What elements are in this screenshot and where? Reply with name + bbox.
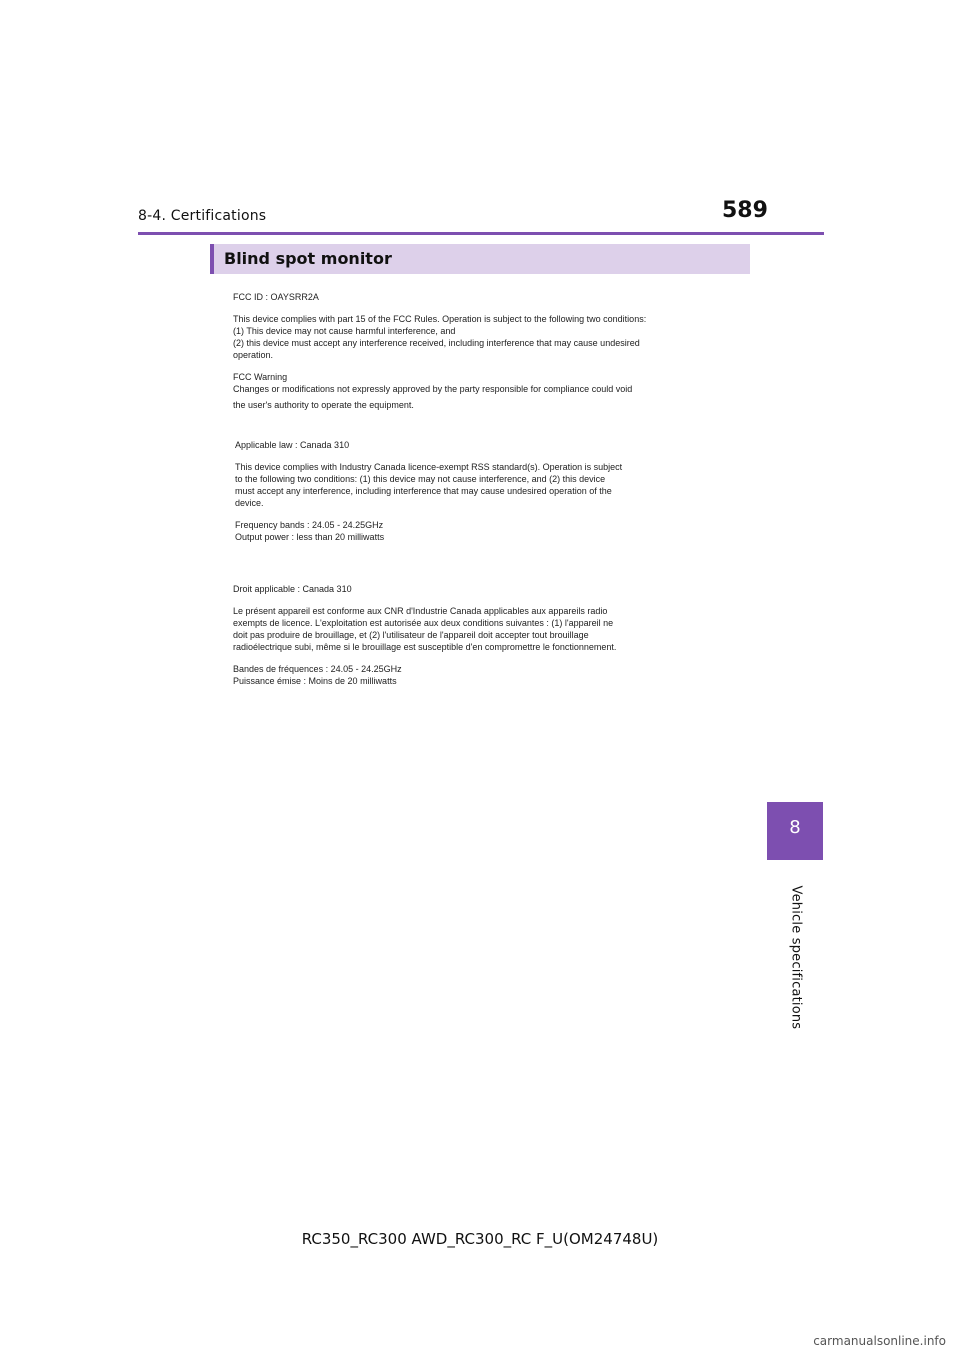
canada-en-power: Output power : less than 20 milliwatts — [235, 532, 385, 542]
chapter-title-vertical: Vehicle specifications — [788, 885, 804, 1030]
title-accent-bar — [210, 244, 214, 274]
page-number: 589 — [722, 198, 768, 223]
canada-fr-certification-block — [233, 583, 616, 687]
fcc-warning-line: the user's authority to operate the equipment. — [233, 400, 414, 410]
chapter-number: 8 — [789, 817, 801, 838]
footer-model-code: RC350_RC300 AWD_RC300_RC F_U(OM24748U) — [301, 1230, 659, 1248]
canada-en-compliance-line: device. — [235, 498, 264, 508]
canada-en-compliance-line: must accept any interference, including interference that may cause undesired operation of the — [235, 486, 612, 496]
canada-en-compliance-line: This device complies with Industry Canada licence-exempt RSS standard(s). Operation is subject — [235, 462, 623, 472]
fcc-warning-line: Changes or modifications not expressly approved by the party responsible for compliance could void — [233, 384, 633, 394]
canada-en-law: Applicable law : Canada 310 — [235, 440, 350, 450]
watermark: carmanualsonline.info — [813, 1334, 946, 1348]
fcc-warning-title: FCC Warning — [233, 372, 288, 382]
canada-fr-compliance-line: Le présent appareil est conforme aux CNR d'Industrie Canada applicables aux appareils radio — [233, 606, 608, 616]
fcc-certification-block — [233, 291, 646, 411]
canada-fr-compliance-line: doit pas produire de brouillage, et (2) l'utilisateur de l'appareil doit accepter tout brouillage — [233, 630, 589, 640]
canada-en-certification-block — [235, 439, 622, 543]
canada-fr-power: Puissance émise : Moins de 20 milliwatts — [233, 676, 397, 686]
chapter-tab — [767, 802, 823, 860]
canada-fr-compliance-line: exempts de licence. L'exploitation est autorisée aux deux conditions suivantes : (1) l'appareil ne — [233, 618, 614, 628]
canada-fr-law: Droit applicable : Canada 310 — [233, 584, 352, 594]
fcc-compliance-line: operation. — [233, 350, 274, 360]
section-title: Blind spot monitor — [224, 249, 392, 268]
canada-en-frequency: Frequency bands : 24.05 - 24.25GHz — [235, 520, 384, 530]
section-title-bar — [210, 244, 750, 274]
fcc-compliance-line: (1) This device may not cause harmful interference, and — [233, 326, 456, 336]
canada-fr-compliance-line: radioélectrique subi, même si le brouillage est susceptible d'en compromettre le fonctionnement. — [233, 642, 617, 652]
fcc-compliance-line: (2) this device must accept any interference received, including interference that may cause undesired — [233, 338, 640, 348]
canada-fr-frequency: Bandes de fréquences : 24.05 - 24.25GHz — [233, 664, 402, 674]
header-rule — [138, 232, 824, 235]
fcc-id: FCC ID : OAYSRR2A — [233, 292, 319, 302]
section-header: 8-4. Certifications — [138, 208, 267, 224]
canada-en-compliance-line: to the following two conditions: (1) this device may not cause interference, and (2) this device — [235, 474, 606, 484]
fcc-compliance-line: This device complies with part 15 of the FCC Rules. Operation is subject to the following two conditions: — [233, 314, 647, 324]
